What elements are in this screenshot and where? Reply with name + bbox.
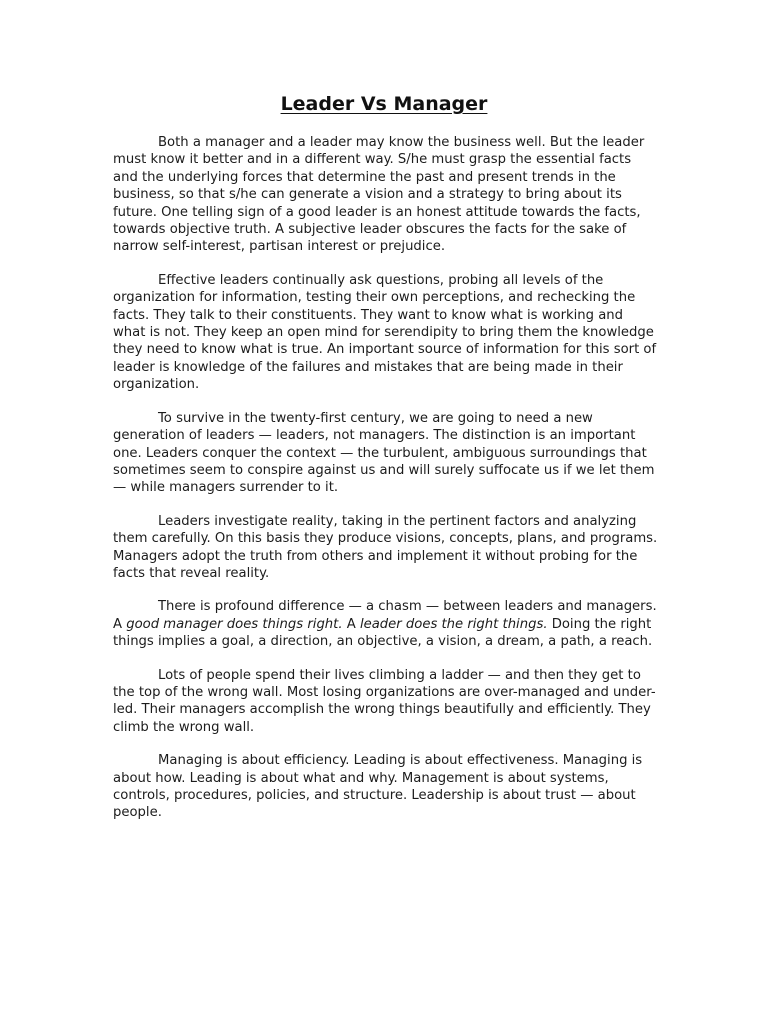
- paragraph-7: Managing is about efficiency. Leading is about effectiveness. Managing is about how. Leading is about what and why. Management is about systems, controls, procedures, policies, and structure. Leadership is about trust — about people.: [113, 753, 643, 821]
- paragraph-5-italic-2: leader does the right things.: [359, 616, 548, 632]
- paragraph-5-text-3: Doing the right things implies a goal, a direction, an objective, a vision, a dream, a path, a reach.: [113, 616, 653, 650]
- paragraph-5-text-2: A: [342, 616, 360, 632]
- document-title: Leader Vs Manager: [280, 93, 488, 115]
- paragraph-3: To survive in the twenty-first century, we are going to need a new generation of leaders — leaders, not managers. The distinction is an important one. Leaders conquer the context — the turbulent, ambiguous surroundings that sometimes seem to conspire against us and will surely suffocate us if we let them — while managers surrender to it.: [113, 410, 655, 496]
- paragraph-2: Effective leaders continually ask questions, probing all levels of the organization for information, testing their own perceptions, and rechecking the facts. They talk to their constituents. They want to know what is working and what is not. They keep an open mind for serendipity to bring them the knowledge they need to know what is true. An important source of information for this sort of leader is knowledge of the failures and mistakes that are being made in their organization.: [113, 272, 657, 393]
- document-body: [113, 134, 658, 838]
- paragraph-6: Lots of people spend their lives climbing a ladder — and then they get to the top of the wrong wall. Most losing organizations are over-managed and under-led. Their managers accomplish the wrong things beautifully and efficiently. They climb the wrong wall.: [113, 667, 656, 735]
- paragraph-5-italic-1: good manager does things right.: [126, 616, 343, 632]
- paragraph-1: Both a manager and a leader may know the business well. But the leader must know it better and in a different way. S/he must grasp the essential facts and the underlying forces that determine the past and present trends in the business, so that s/he can generate a vision and a strategy to bring about its future. One telling sign of a good leader is an honest attitude towards the facts, towards objective truth. A subjective leader obscures the facts for the sake of narrow self-interest, partisan interest or prejudice.: [113, 135, 645, 255]
- paragraph-5-text-1: There is profound difference — a chasm — between leaders and managers. A: [113, 599, 657, 632]
- paragraph-5: [113, 598, 658, 650]
- paragraph-4: Leaders investigate reality, taking in the pertinent factors and analyzing them carefully. On this basis they produce visions, concepts, plans, and programs. Managers adopt the truth from others and implement it without probing for the facts that reveal reality.: [113, 513, 658, 581]
